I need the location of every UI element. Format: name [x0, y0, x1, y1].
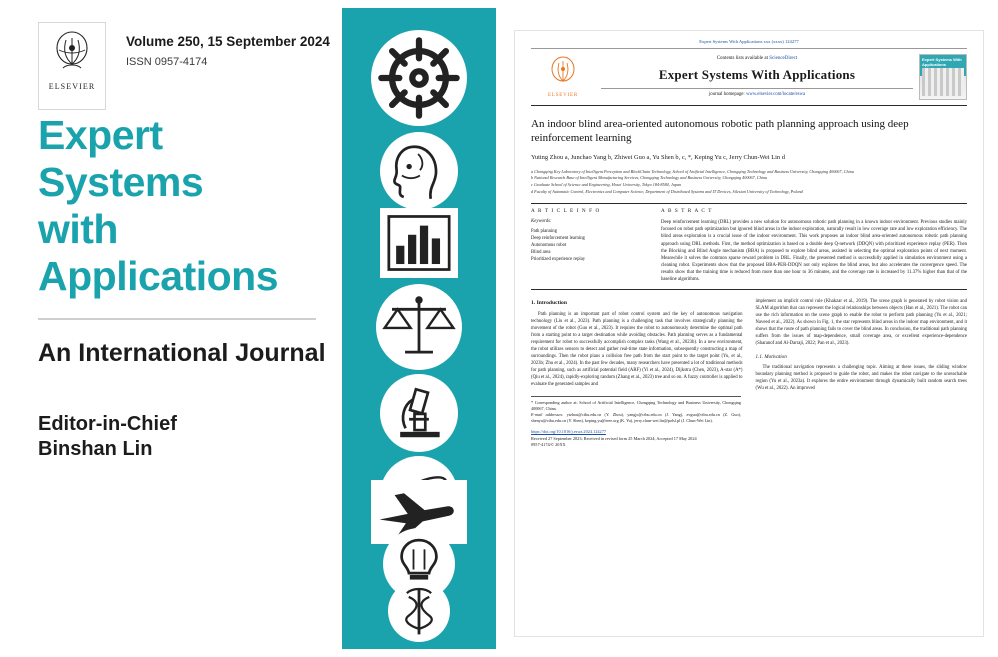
email-addresses: ytzhou@ctbu.edu.cn (Y. Zhou), yangjc@ctbu.edu.cn (J. Yang), zvguo@ctbu.edu.cn (Z. Guo), shenyu@ctbu.edu.cn (Y. Shen), keping.yu@ieee.org (K. Yu), jerry.chun-wei.lin@polsl.pl (J. Chun-Wei Lin). — [531, 412, 742, 424]
journal-cover — [14, 8, 496, 649]
balance-scales-icon — [376, 284, 462, 370]
article-info-abstract-bar — [531, 203, 967, 290]
article-info-column — [531, 208, 649, 283]
corresponding-author-note: * Corresponding author at: School of Artificial Intelligence, Chongqing Technology and Business University, Chongqing 400067, China. — [531, 400, 741, 412]
issn-line: ISSN 0957-4174 — [126, 56, 208, 68]
cover-divider — [38, 318, 316, 320]
affiliation-d: d Faculty of Automatic Control, Electronics and Computer Science, Department of Distributed Systems and IT Devices, Silesian University of Technology, Poland — [531, 188, 803, 194]
editor-in-chief-label: Editor-in-Chief — [38, 413, 177, 435]
doi-link[interactable]: https://doi.org/10.1016/j.eswa.2024.124277 — [531, 429, 606, 435]
body-paragraph: implement an implicit control rule (Khakzar et al., 2019). The scene graph is generated by robot vision and SLAM algorithm that can represent the logical relationships between objects (Han et al., 2021). The robot can use the rich information on the scene graph to enable the robot to perform path planning (Yu et al., 2021; Naveed et al., 2022). As shown in Fig. 1, the star represents blind areas in the indoor map environment, and it shows that the route of path planning fails to cover the blind areas. In conclusion, the traditional path planning suffers from the issues of map-dependence, small coverage area, or excellent experience-dependence (Sharanof and Al-Darraji, 2022; Pan et al., 2023). — [755, 299, 967, 346]
masthead-cover-title: Expert Systems With Applications — [922, 57, 962, 67]
bar-chart-icon — [380, 208, 458, 278]
journal-title-line-3: with — [38, 206, 118, 252]
ship-wheel-icon — [371, 30, 467, 126]
volume-line: Volume 250, 15 September 2024 — [126, 34, 330, 49]
journal-title-line-4: Applications — [38, 253, 279, 299]
journal-subtitle: An International Journal — [38, 339, 326, 367]
received-line: Received 27 September 2023; Received in revised form 25 March 2024; Accepted 17 May 2024 — [531, 435, 697, 441]
body-column-left — [531, 299, 743, 449]
copyright-line: 0957-4174/© 20XX — [531, 442, 566, 448]
cover-left-panel — [14, 8, 342, 649]
abstract-column — [661, 208, 967, 283]
section-heading-introduction: 1. Introduction — [531, 300, 567, 307]
email-addresses-label: E-mail addresses: — [531, 412, 564, 418]
affiliation-a: a Chongqing Key Laboratory of Intelligent Perception and BlockChain Technology, School of Artificial Intelligence, Chongqing Technology and Business University, Chongqing 400067, China — [531, 168, 854, 174]
keywords-heading: Keywords: — [531, 219, 552, 225]
journal-title — [38, 112, 334, 300]
elsevier-logo — [38, 22, 106, 110]
article-title: An indoor blind area-oriented autonomous robotic path planning approach using deep reinforcement learning — [531, 117, 909, 144]
article-authors: Yuting Zhou a, Junchao Yang b, Zhiwei Guo a, Yu Shen b, c, *, Keping Yu c, Jerry Chun-Wei Lin d — [531, 153, 785, 161]
masthead-journal-title: Expert Systems With Applications — [658, 67, 856, 83]
abstract-text: Deep reinforcement learning (DRL) provides a new solution for autonomous robotic path planning in a known indoor environment. Previous studies mainly focused on robot path optimization but ignored blind areas in the indoor exploration, naturally result in low coverage rate and low exploration efficiency. The blind areas exploration is a crucial issue of the indoor environment. This work proposes an indoor blind area-oriented autonomous robotic path planning approach using DRL methods. First, the method optimization is based on a double deep Q-network (DDQN) with prioritized experience replay (PER). Then the Blocking and Blind Angle mechanism (BBA) is proposed to explore blind areas, assisted in selecting the optimal exploration points of next moment. Meanwhile it solves the common sparse reward problem in DRL. Finally, the presented method is successfully applied in simulation environment using a cleaning robot. Experiments show that the proposed BBA-PER-DDQN not only explores the blind areas, but also accelerates the convergence speed. The results show that the training time is reduced from more than one hour to 36 minutes, and the coverage rate is increased by 11.37% higher than that of the baseline algorithms. — [661, 220, 967, 283]
elsevier-tree-icon — [51, 28, 93, 80]
journal-homepage-link[interactable]: www.elsevier.com/locate/eswa — [745, 91, 806, 97]
masthead-elsevier-wordmark: ELSEVIER — [547, 93, 578, 99]
article-first-page — [514, 30, 984, 637]
elsevier-tree-icon — [548, 54, 578, 92]
subsection-heading-motivation: 1.1. Motivation — [755, 353, 787, 360]
masthead-center — [601, 54, 913, 100]
keyword-item: Path planning — [531, 228, 557, 234]
doi-block — [531, 429, 743, 448]
elsevier-wordmark: ELSEVIER — [48, 82, 96, 91]
masthead-publisher-logo — [531, 54, 595, 100]
keyword-item: Prioritized experience replay — [531, 256, 586, 262]
editor-in-chief-name: Binshan Lin — [38, 438, 153, 460]
human-head-profile-icon — [380, 132, 458, 210]
journal-homepage-prefix: journal homepage: — [708, 91, 745, 97]
masthead-cover-graphic — [922, 68, 964, 96]
running-head: Expert Systems With Applications xxx (xxxx) 124277 — [531, 39, 967, 49]
microscope-icon — [380, 374, 458, 452]
keyword-item: Autonomous robot — [531, 242, 567, 248]
sciencedirect-link[interactable]: ScienceDirect — [769, 55, 798, 61]
body-columns — [531, 299, 967, 449]
affiliation-b: b National Research Base of Intelligent Manufacturing Services, Chongqing Technology and Business University, Chongqing 400067, China — [531, 175, 768, 181]
body-column-right — [756, 299, 968, 449]
author-affiliations — [531, 169, 967, 196]
keyword-item: Deep reinforcement learning — [531, 235, 585, 241]
keyword-item: Blind area — [531, 249, 551, 255]
journal-homepage-line — [601, 88, 913, 98]
contents-line-prefix: Contents lists available at — [716, 55, 768, 61]
journal-title-line-1: Expert — [38, 112, 163, 158]
abstract-heading: A B S T R A C T — [661, 208, 713, 215]
cover-icon-strip — [342, 8, 496, 649]
journal-masthead — [531, 54, 967, 106]
body-paragraph: Path planning is an important part of robot control system and the key of autonomous navigation technology (Liu et al., 2023). Path planning is a challenging task that involves strategically planning the movement of the robot (Guo et al., 2023). It requires the robot to autonomously determine the optimal path from a starting point to a target destination while avoiding obstacles. Path planning serves as a fundamental requirement for robot to successfully accomplish complex tasks (Wang et al., 2023b). In a new environment, the robot utilizes sensors to detect and gather real-time state information, subsequently constructing a map of surroundings. Then the robot plans a collision free path from the start point to the target point (Yu, et al., 2023b; Zhu et al., 2024). In the past few decades, many researchers have presented a lot of traditional methods for path planning, such as artificial potential field (ARF) (Yi et al., 2024), Dijkstra (Chen, 2023), A-star (A*) (Qiu et al., 2024), rapidly-exploring random (Zhang et al., 2023) tree and so on. A fuzzy controller is applied to evaluate the generated samples and — [531, 312, 743, 388]
body-paragraph: The traditional navigation represents a challenging topic. Aiming at these issues, the sliding window boundary planning method is proposed to guide the robot, and makes the robot navigate to the unreachable region (Yu et al., 2023a). It explores the entire environment through dynamically built random search trees (Wu et al., 2022). An improved — [755, 365, 967, 392]
affiliation-c: c Graduate School of Science and Engineering, Hosei University, Tokyo 184-8584, Japan — [531, 182, 682, 188]
article-info-heading: A R T I C L E I N F O — [531, 208, 601, 215]
journal-title-line-2: Systems — [38, 159, 204, 205]
footnote-block — [531, 396, 741, 424]
contents-line — [601, 56, 913, 63]
masthead-cover-thumbnail — [919, 54, 967, 100]
caduceus-medical-icon — [388, 580, 450, 642]
